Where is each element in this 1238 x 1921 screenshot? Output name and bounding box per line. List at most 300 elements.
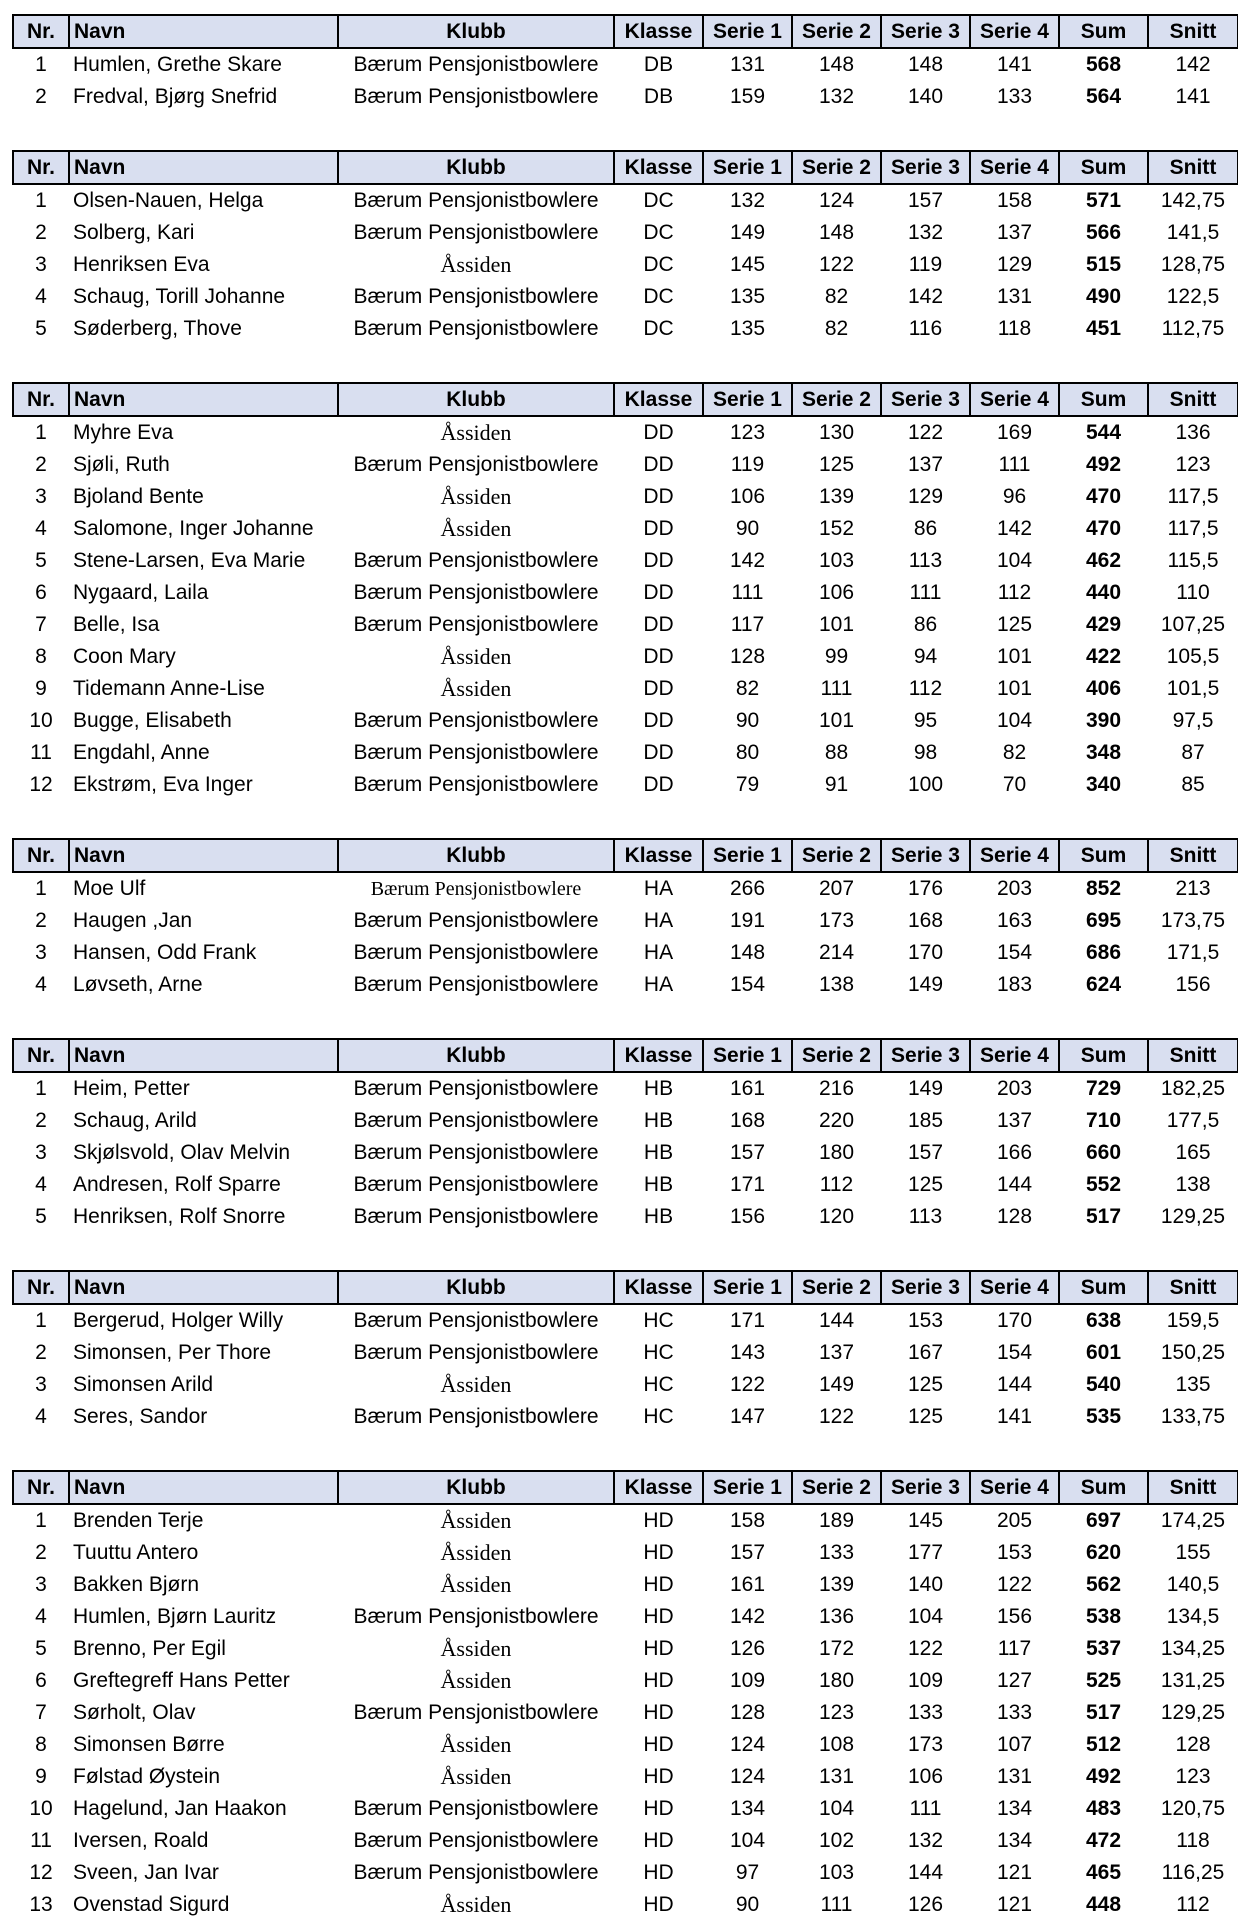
rank-cell: 1 xyxy=(35,421,47,444)
sum-cell: 624 xyxy=(1085,973,1122,996)
average-cell: 141 xyxy=(1175,85,1211,108)
name-cell: Tuuttu Antero xyxy=(73,1541,199,1564)
column-header-serie3: Serie 3 xyxy=(881,839,970,872)
rank-cell: 1 xyxy=(35,53,47,76)
results-table-3 xyxy=(12,382,1238,801)
sum-cell: 448 xyxy=(1085,1893,1122,1916)
rank-cell: 5 xyxy=(35,549,47,572)
sum-cell: 552 xyxy=(1085,1173,1122,1196)
series4-cell: 183 xyxy=(996,973,1033,996)
rank-cell: 12 xyxy=(29,773,53,796)
series3-cell: 129 xyxy=(907,485,944,508)
rank-cell: 3 xyxy=(35,253,47,276)
club-cell: Bærum Pensjonistbowlere xyxy=(353,741,599,764)
table-row xyxy=(13,905,1238,937)
series2-cell: 123 xyxy=(818,1701,855,1724)
header-row xyxy=(13,383,1238,416)
header-row xyxy=(13,15,1238,48)
series3-cell: 148 xyxy=(907,53,944,76)
class-cell: HB xyxy=(643,1109,674,1132)
class-cell: HA xyxy=(643,909,674,932)
class-cell: DD xyxy=(643,645,674,668)
header-row xyxy=(13,839,1238,872)
average-cell: 97,5 xyxy=(1172,709,1214,732)
column-header-serie2: Serie 2 xyxy=(792,1271,881,1304)
name-cell: Simonsen Arild xyxy=(73,1373,214,1396)
series1-cell: 149 xyxy=(729,221,766,244)
column-header-sum: Sum xyxy=(1059,15,1148,48)
series2-cell: 216 xyxy=(818,1077,855,1100)
series4-cell: 134 xyxy=(996,1797,1033,1820)
series3-cell: 133 xyxy=(907,1701,944,1724)
class-cell: HD xyxy=(643,1509,674,1532)
class-cell: DD xyxy=(643,485,674,508)
series2-cell: 82 xyxy=(824,317,849,340)
club-cell: Åssiden xyxy=(440,1636,512,1661)
table-row xyxy=(13,705,1238,737)
series3-cell: 125 xyxy=(907,1373,944,1396)
series4-cell: 137 xyxy=(996,1109,1033,1132)
average-cell: 122,5 xyxy=(1166,285,1220,308)
rank-cell: 3 xyxy=(35,1373,47,1396)
column-header-klasse: Klasse xyxy=(614,151,703,184)
name-cell: Ekstrøm, Eva Inger xyxy=(73,773,253,796)
series4-cell: 141 xyxy=(996,1405,1033,1428)
series4-cell: 169 xyxy=(996,421,1033,444)
club-cell: Bærum Pensjonistbowlere xyxy=(353,53,599,76)
rank-cell: 7 xyxy=(35,1701,47,1724)
class-cell: HD xyxy=(643,1829,674,1852)
series2-cell: 180 xyxy=(818,1141,855,1164)
sum-cell: 451 xyxy=(1085,317,1122,340)
average-cell: 134,25 xyxy=(1160,1637,1226,1660)
series1-cell: 119 xyxy=(730,453,765,476)
average-cell: 117,5 xyxy=(1167,517,1219,540)
series2-cell: 101 xyxy=(818,613,855,636)
sum-cell: 571 xyxy=(1085,189,1122,212)
series2-cell: 138 xyxy=(818,973,855,996)
table-row xyxy=(13,1889,1238,1921)
average-cell: 174,25 xyxy=(1160,1509,1226,1532)
column-header-sum: Sum xyxy=(1059,1471,1148,1504)
series3-cell: 95 xyxy=(913,709,938,732)
column-header-serie4: Serie 4 xyxy=(970,1471,1059,1504)
series4-cell: 142 xyxy=(996,517,1033,540)
series4-cell: 166 xyxy=(996,1141,1033,1164)
sum-cell: 729 xyxy=(1085,1077,1122,1100)
sum-cell: 638 xyxy=(1085,1309,1122,1332)
column-header-navn: Navn xyxy=(69,1039,338,1072)
series1-cell: 124 xyxy=(729,1765,766,1788)
series1-cell: 128 xyxy=(729,645,766,668)
series4-cell: 118 xyxy=(997,317,1032,340)
table-row xyxy=(13,416,1238,449)
series2-cell: 137 xyxy=(818,1341,855,1364)
column-header-serie1: Serie 1 xyxy=(703,1039,792,1072)
series1-cell: 90 xyxy=(735,709,760,732)
series2-cell: 106 xyxy=(818,581,855,604)
column-header-nr: Nr. xyxy=(13,15,69,48)
class-cell: HD xyxy=(643,1765,674,1788)
sum-cell: 538 xyxy=(1085,1605,1122,1628)
name-cell: Olsen-Nauen, Helga xyxy=(73,189,264,212)
table-row xyxy=(13,1105,1238,1137)
club-cell: Bærum Pensjonistbowlere xyxy=(353,1405,599,1428)
average-cell: 142,75 xyxy=(1160,189,1226,212)
table-row xyxy=(13,481,1238,513)
results-table-2 xyxy=(12,150,1238,345)
series4-cell: 128 xyxy=(996,1205,1033,1228)
series3-cell: 126 xyxy=(907,1893,944,1916)
class-cell: HD xyxy=(643,1797,674,1820)
rank-cell: 2 xyxy=(35,453,47,476)
series1-cell: 157 xyxy=(729,1141,766,1164)
rank-cell: 3 xyxy=(35,1573,47,1596)
series2-cell: 189 xyxy=(818,1509,855,1532)
series3-cell: 149 xyxy=(907,1077,944,1100)
table-row xyxy=(13,1337,1238,1369)
name-cell: Hansen, Odd Frank xyxy=(73,941,257,964)
series1-cell: 157 xyxy=(729,1541,766,1564)
column-header-navn: Navn xyxy=(69,1471,338,1504)
average-cell: 87 xyxy=(1181,741,1205,764)
table-row xyxy=(13,1825,1238,1857)
series2-cell: 122 xyxy=(818,1405,855,1428)
sum-cell: 566 xyxy=(1085,221,1122,244)
series4-cell: 144 xyxy=(996,1173,1033,1196)
column-header-serie3: Serie 3 xyxy=(881,1039,970,1072)
class-cell: HD xyxy=(643,1637,674,1660)
sum-cell: 462 xyxy=(1085,549,1122,572)
average-cell: 159,5 xyxy=(1166,1309,1220,1332)
series3-cell: 157 xyxy=(907,189,944,212)
series1-cell: 145 xyxy=(729,253,766,276)
table-row xyxy=(13,1537,1238,1569)
average-cell: 120,75 xyxy=(1160,1797,1226,1820)
average-cell: 101,5 xyxy=(1166,677,1220,700)
column-header-snitt: Snitt xyxy=(1148,1271,1238,1304)
club-cell: Åssiden xyxy=(440,676,512,701)
series2-cell: 139 xyxy=(818,1573,855,1596)
series1-cell: 148 xyxy=(729,941,766,964)
column-header-serie2: Serie 2 xyxy=(792,15,881,48)
average-cell: 118 xyxy=(1176,1829,1210,1852)
table-row xyxy=(13,1729,1238,1761)
series3-cell: 167 xyxy=(907,1341,944,1364)
series2-cell: 82 xyxy=(824,285,849,308)
name-cell: Brenno, Per Egil xyxy=(73,1637,226,1660)
series2-cell: 112 xyxy=(819,1173,854,1196)
class-cell: HC xyxy=(643,1405,674,1428)
column-header-navn: Navn xyxy=(69,1271,338,1304)
table-row xyxy=(13,249,1238,281)
club-cell: Åssiden xyxy=(440,1732,512,1757)
rank-cell: 6 xyxy=(35,581,47,604)
class-cell: DD xyxy=(643,453,674,476)
table-row xyxy=(13,673,1238,705)
column-header-serie4: Serie 4 xyxy=(970,1039,1059,1072)
sum-cell: 568 xyxy=(1085,53,1122,76)
club-cell: Bærum Pensjonistbowlere xyxy=(353,1309,599,1332)
series2-cell: 148 xyxy=(818,221,855,244)
series3-cell: 111 xyxy=(909,1797,942,1820)
series4-cell: 141 xyxy=(996,53,1033,76)
series4-cell: 104 xyxy=(996,709,1033,732)
table-row xyxy=(13,1633,1238,1665)
series3-cell: 109 xyxy=(907,1669,944,1692)
class-cell: HC xyxy=(643,1341,674,1364)
series4-cell: 101 xyxy=(996,645,1033,668)
series2-cell: 99 xyxy=(824,645,849,668)
rank-cell: 2 xyxy=(35,85,47,108)
club-cell: Åssiden xyxy=(440,1668,512,1693)
club-cell: Bærum Pensjonistbowlere xyxy=(353,85,599,108)
sum-cell: 472 xyxy=(1085,1829,1122,1852)
sum-cell: 440 xyxy=(1085,581,1122,604)
series2-cell: 144 xyxy=(818,1309,855,1332)
series4-cell: 133 xyxy=(996,85,1033,108)
series3-cell: 111 xyxy=(909,581,942,604)
series3-cell: 112 xyxy=(908,677,943,700)
name-cell: Henriksen, Rolf Snorre xyxy=(73,1205,286,1228)
name-cell: Bugge, Elisabeth xyxy=(73,709,232,732)
club-cell: Bærum Pensjonistbowlere xyxy=(353,909,599,932)
name-cell: Ovenstad Sigurd xyxy=(73,1893,230,1916)
class-cell: DD xyxy=(643,517,674,540)
series3-cell: 125 xyxy=(907,1173,944,1196)
results-table-6 xyxy=(12,1270,1238,1433)
series3-cell: 140 xyxy=(907,85,944,108)
club-cell: Bærum Pensjonistbowlere xyxy=(353,1861,599,1884)
name-cell: Schaug, Torill Johanne xyxy=(73,285,286,308)
class-cell: DB xyxy=(643,85,674,108)
series1-cell: 124 xyxy=(729,1733,766,1756)
rank-cell: 1 xyxy=(35,1077,47,1100)
club-cell: Bærum Pensjonistbowlere xyxy=(353,1109,599,1132)
average-cell: 182,25 xyxy=(1160,1077,1226,1100)
name-cell: Moe Ulf xyxy=(73,877,146,900)
average-cell: 133,75 xyxy=(1160,1405,1226,1428)
name-cell: Simonsen, Per Thore xyxy=(73,1341,272,1364)
average-cell: 105,5 xyxy=(1166,645,1220,668)
sum-cell: 710 xyxy=(1085,1109,1122,1132)
class-cell: HD xyxy=(643,1669,674,1692)
series2-cell: 139 xyxy=(818,485,855,508)
series2-cell: 132 xyxy=(818,85,855,108)
series4-cell: 125 xyxy=(996,613,1033,636)
class-cell: DD xyxy=(643,773,674,796)
series3-cell: 140 xyxy=(907,1573,944,1596)
series1-cell: 122 xyxy=(729,1373,766,1396)
series1-cell: 147 xyxy=(729,1405,766,1428)
series1-cell: 161 xyxy=(729,1573,766,1596)
column-header-serie4: Serie 4 xyxy=(970,383,1059,416)
series4-cell: 127 xyxy=(996,1669,1033,1692)
column-header-snitt: Snitt xyxy=(1148,151,1238,184)
club-cell: Bærum Pensjonistbowlere xyxy=(353,709,599,732)
class-cell: DD xyxy=(643,741,674,764)
class-cell: DC xyxy=(643,189,674,212)
name-cell: Hagelund, Jan Haakon xyxy=(73,1797,287,1820)
name-cell: Brenden Terje xyxy=(73,1509,204,1532)
sum-cell: 686 xyxy=(1085,941,1122,964)
average-cell: 171,5 xyxy=(1166,941,1220,964)
club-cell: Åssiden xyxy=(440,1892,512,1917)
series3-cell: 137 xyxy=(907,453,944,476)
series4-cell: 133 xyxy=(996,1701,1033,1724)
club-cell: Bærum Pensjonistbowlere xyxy=(353,453,599,476)
name-cell: Solberg, Kari xyxy=(73,221,195,244)
average-cell: 123 xyxy=(1175,1765,1211,1788)
name-cell: Bakken Bjørn xyxy=(73,1573,200,1596)
average-cell: 116,25 xyxy=(1161,1861,1225,1884)
column-header-serie2: Serie 2 xyxy=(792,1039,881,1072)
table-row xyxy=(13,184,1238,217)
table-row xyxy=(13,1857,1238,1889)
table-row xyxy=(13,1304,1238,1337)
average-cell: 135 xyxy=(1175,1373,1211,1396)
sum-cell: 483 xyxy=(1085,1797,1122,1820)
average-cell: 128,75 xyxy=(1160,253,1226,276)
series3-cell: 100 xyxy=(907,773,944,796)
sum-cell: 515 xyxy=(1085,253,1122,276)
club-cell: Åssiden xyxy=(440,1764,512,1789)
series2-cell: 122 xyxy=(818,253,855,276)
series2-cell: 88 xyxy=(824,741,849,764)
table-row xyxy=(13,1072,1238,1105)
class-cell: HC xyxy=(643,1373,674,1396)
column-header-serie4: Serie 4 xyxy=(970,839,1059,872)
series2-cell: 111 xyxy=(820,677,853,700)
name-cell: Skjølsvold, Olav Melvin xyxy=(73,1141,291,1164)
column-header-serie2: Serie 2 xyxy=(792,839,881,872)
name-cell: Bergerud, Holger Willy xyxy=(73,1309,284,1332)
rank-cell: 4 xyxy=(35,517,47,540)
name-cell: Løvseth, Arne xyxy=(73,973,203,996)
sum-cell: 465 xyxy=(1085,1861,1122,1884)
series2-cell: 214 xyxy=(818,941,855,964)
series2-cell: 173 xyxy=(818,909,855,932)
table-row xyxy=(13,937,1238,969)
rank-cell: 9 xyxy=(35,1765,47,1788)
column-header-sum: Sum xyxy=(1059,839,1148,872)
club-cell: Bærum Pensjonistbowlere xyxy=(353,1605,599,1628)
series1-cell: 132 xyxy=(729,189,766,212)
header-row xyxy=(13,1039,1238,1072)
rank-cell: 7 xyxy=(35,613,47,636)
series3-cell: 86 xyxy=(913,613,938,636)
column-header-nr: Nr. xyxy=(13,151,69,184)
series4-cell: 163 xyxy=(996,909,1033,932)
average-cell: 107,25 xyxy=(1160,613,1226,636)
series3-cell: 122 xyxy=(907,1637,944,1660)
column-header-nr: Nr. xyxy=(13,383,69,416)
rank-cell: 11 xyxy=(30,741,52,764)
rank-cell: 4 xyxy=(35,1405,47,1428)
table-row xyxy=(13,872,1238,905)
rank-cell: 8 xyxy=(35,1733,47,1756)
sum-cell: 422 xyxy=(1085,645,1122,668)
series1-cell: 106 xyxy=(729,485,766,508)
column-header-serie1: Serie 1 xyxy=(703,151,792,184)
column-header-navn: Navn xyxy=(69,839,338,872)
club-cell: Åssiden xyxy=(440,516,512,541)
series2-cell: 136 xyxy=(818,1605,855,1628)
average-cell: 129,25 xyxy=(1160,1205,1226,1228)
series3-cell: 94 xyxy=(913,645,938,668)
sum-cell: 564 xyxy=(1085,85,1122,108)
class-cell: HD xyxy=(643,1573,674,1596)
table-row xyxy=(13,281,1238,313)
column-header-serie3: Serie 3 xyxy=(881,151,970,184)
class-cell: HB xyxy=(643,1205,674,1228)
series1-cell: 97 xyxy=(735,1861,760,1884)
rank-cell: 3 xyxy=(35,485,47,508)
rank-cell: 4 xyxy=(35,1605,47,1628)
class-cell: DC xyxy=(643,317,674,340)
class-cell: HD xyxy=(643,1861,674,1884)
series3-cell: 153 xyxy=(907,1309,944,1332)
name-cell: Sveen, Jan Ivar xyxy=(73,1861,219,1884)
name-cell: Simonsen Børre xyxy=(73,1733,225,1756)
table-row xyxy=(13,1201,1238,1233)
average-cell: 128 xyxy=(1175,1733,1211,1756)
table-row xyxy=(13,217,1238,249)
series3-cell: 177 xyxy=(907,1541,944,1564)
club-cell: Bærum Pensjonistbowlere xyxy=(353,1341,599,1364)
table-row xyxy=(13,969,1238,1001)
column-header-klubb: Klubb xyxy=(338,383,614,416)
column-header-nr: Nr. xyxy=(13,1039,69,1072)
series4-cell: 154 xyxy=(996,1341,1033,1364)
series3-cell: 144 xyxy=(907,1861,944,1884)
rank-cell: 2 xyxy=(35,221,47,244)
series2-cell: 180 xyxy=(818,1669,855,1692)
sum-cell: 512 xyxy=(1085,1733,1122,1756)
column-header-serie3: Serie 3 xyxy=(881,1471,970,1504)
rank-cell: 5 xyxy=(35,317,47,340)
series4-cell: 134 xyxy=(996,1829,1033,1852)
series3-cell: 168 xyxy=(907,909,944,932)
average-cell: 136 xyxy=(1175,421,1211,444)
series4-cell: 153 xyxy=(996,1541,1033,1564)
table-row xyxy=(13,1665,1238,1697)
column-header-nr: Nr. xyxy=(13,1271,69,1304)
club-cell: Åssiden xyxy=(440,1540,512,1565)
column-header-serie4: Serie 4 xyxy=(970,1271,1059,1304)
club-cell: Åssiden xyxy=(440,1572,512,1597)
club-cell: Bærum Pensjonistbowlere xyxy=(353,613,599,636)
class-cell: HD xyxy=(643,1541,674,1564)
series2-cell: 101 xyxy=(818,709,855,732)
column-header-klasse: Klasse xyxy=(614,839,703,872)
series4-cell: 203 xyxy=(996,877,1033,900)
table-row xyxy=(13,545,1238,577)
table-row xyxy=(13,1169,1238,1201)
name-cell: Schaug, Arild xyxy=(73,1109,197,1132)
series3-cell: 122 xyxy=(907,421,944,444)
average-cell: 150,25 xyxy=(1160,1341,1226,1364)
rank-cell: 12 xyxy=(29,1861,53,1884)
series4-cell: 137 xyxy=(996,221,1033,244)
series3-cell: 119 xyxy=(908,253,943,276)
table-row xyxy=(13,81,1238,113)
rank-cell: 1 xyxy=(35,1309,47,1332)
average-cell: 177,5 xyxy=(1166,1109,1220,1132)
average-cell: 213 xyxy=(1175,877,1211,900)
rank-cell: 2 xyxy=(35,1541,47,1564)
class-cell: DC xyxy=(643,285,674,308)
